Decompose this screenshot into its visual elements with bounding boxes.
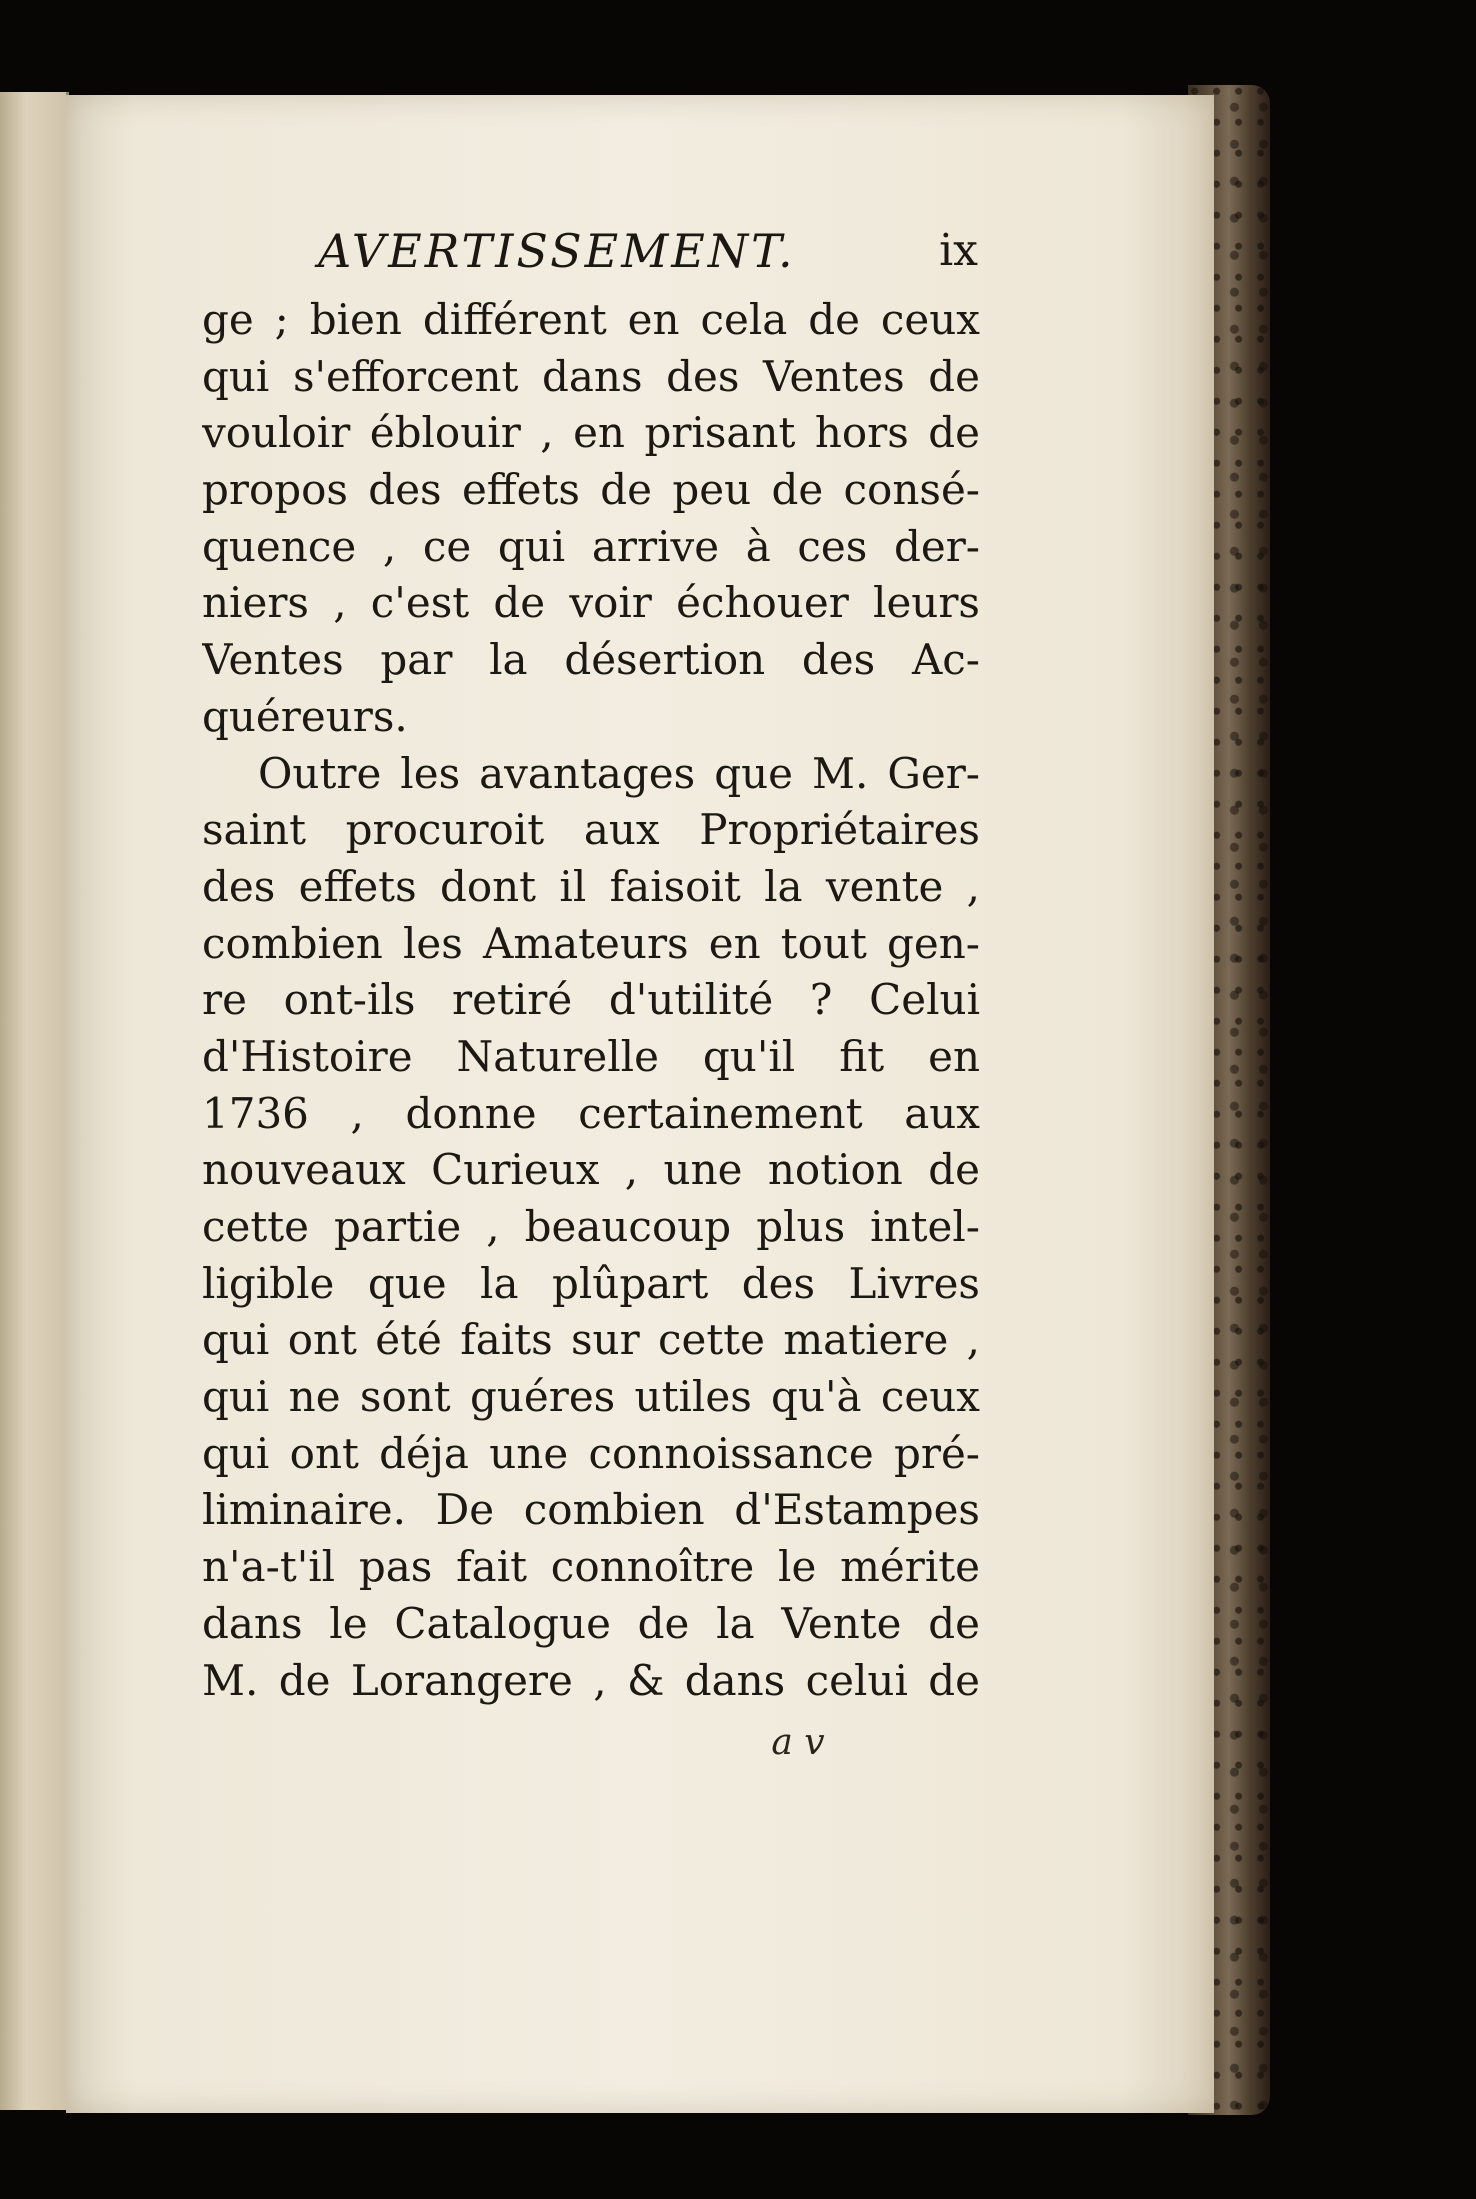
text-line: 1736 , donne certainement aux bbox=[202, 1088, 980, 1138]
text-line: qui ont été faits sur cette matiere , bbox=[202, 1315, 980, 1365]
text-line: ge ; bien différent en cela de ceux bbox=[202, 295, 980, 344]
text-line: qui ont déja une connoissance pré- bbox=[202, 1428, 980, 1478]
text-line: n'a-t'il pas fait connoître le mérite bbox=[202, 1542, 980, 1592]
text-line: quéreurs. bbox=[202, 691, 408, 741]
running-title: AVERTISSEMENT. bbox=[318, 224, 796, 278]
text-line: ligible que la plûpart des Livres bbox=[202, 1258, 980, 1308]
body-text bbox=[202, 292, 980, 1709]
text-line: cette partie , beaucoup plus intel- bbox=[202, 1202, 980, 1251]
text-line: re ont-ils retiré d'utilité ? Celui bbox=[202, 975, 980, 1025]
text-line: quence , ce qui arrive à ces der- bbox=[202, 521, 980, 571]
text-line: combien les Amateurs en tout gen- bbox=[202, 918, 980, 968]
text-line: qui ne sont guéres utiles qu'à ceux bbox=[202, 1372, 980, 1422]
text-line: saint procuroit aux Propriétaires bbox=[202, 805, 980, 855]
page-number: ix bbox=[939, 225, 978, 276]
signature-mark: a v bbox=[771, 1722, 825, 1763]
text-line: nouveaux Curieux , une notion de bbox=[202, 1145, 980, 1195]
text-line: vouloir éblouir , en prisant hors de bbox=[202, 408, 980, 458]
text-line: M. de Lorangere , & dans celui de bbox=[202, 1655, 980, 1705]
text-line: propos des effets de peu de consé- bbox=[202, 465, 980, 515]
text-line: qui s'efforcent dans des Ventes de bbox=[202, 351, 980, 401]
text-line: niers , c'est de voir échouer leurs bbox=[202, 578, 980, 628]
text-line: liminaire. De combien d'Estampes bbox=[202, 1485, 980, 1535]
text-line: dans le Catalogue de la Vente de bbox=[202, 1598, 980, 1648]
left-page-edge bbox=[0, 92, 69, 2110]
text-line: des effets dont il faisoit la vente , bbox=[202, 861, 980, 911]
page-header bbox=[318, 218, 978, 284]
text-line: Ventes par la désertion des Ac- bbox=[202, 635, 980, 685]
paragraph-start-line: Outre les avantages que M. Ger- bbox=[258, 748, 980, 798]
text-line: d'Histoire Naturelle qu'il fit en bbox=[202, 1031, 980, 1081]
